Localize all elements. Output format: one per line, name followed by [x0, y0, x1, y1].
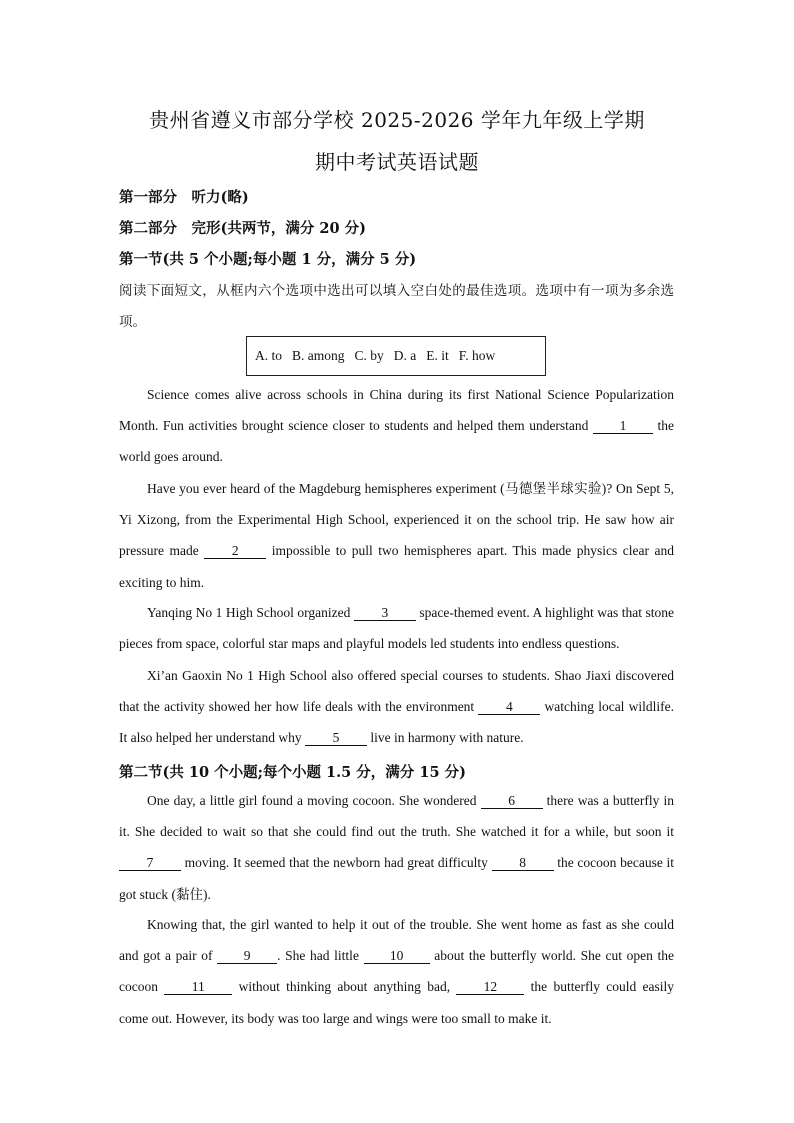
title-line-1: 贵州省遵义市部分学校 2025-2026 学年九年级上学期 [149, 108, 645, 132]
blank-4: 4 [478, 699, 540, 715]
part1-heading: 第一部分 听力(略) [119, 189, 249, 206]
option-f: F. how [458, 348, 496, 363]
blank-10: 10 [364, 948, 430, 964]
blank-6: 6 [481, 793, 543, 809]
option-e: E. it [426, 348, 449, 363]
blank-5: 5 [305, 730, 367, 746]
option-d: D. a [393, 348, 417, 363]
blank-2: 2 [204, 543, 266, 559]
section2-heading: 第二节(共 10 个小题;每个小题 1.5 分，满分 15 分) [119, 764, 466, 781]
s2-paragraph-1: One day, a little girl found a moving cocoon. She wondered 6 there was a butterfly in it. She decided to wait so that she could find out the truth. She watched it for a while, but soon it 7 moving. It seemed that the newborn had great difficulty 8 the cocoon because it got stuck (黏住). [119, 793, 674, 902]
options-box [246, 336, 546, 376]
s2-paragraph-2: Knowing that, the girl wanted to help it out of the trouble. She went home as fast as she could and got a pair of 9 . She had little 10 about the butterfly world. She cut open the cocoon 11 without thinking about anything bad, 12 the butterfly could easily come out. However, its body was too large and wings were too small to make it. [119, 917, 675, 1026]
option-c: C. by [354, 348, 384, 363]
blank-7: 7 [119, 855, 181, 871]
option-b: B. among [292, 348, 345, 363]
title-line-2: 期中考试英语试题 [315, 150, 479, 174]
section1-heading: 第一节(共 5 个小题;每小题 1 分，满分 5 分) [119, 251, 417, 268]
blank-9: 9 [217, 948, 277, 964]
section1-instruction: 阅读下面短文，从框内六个选项中选出可以填入空白处的最佳选项。选项中有一项为多余选项。 [119, 283, 674, 331]
blank-12: 12 [456, 979, 524, 995]
s1-paragraph-2: Have you ever heard of the Magdeburg hemispheres experiment (马德堡半球实验)? On Sept 5, Yi Xizong, from the Experimental High School, experienced it on the school trip. He saw how air pressure made 2 impossible to pull two hemispheres apart. This made physics clear and exciting to him. [119, 481, 675, 590]
blank-3: 3 [354, 605, 416, 621]
part2-heading: 第二部分 完形(共两节，满分 20 分) [119, 220, 366, 237]
s1-paragraph-3: Yanqing No 1 High School organized 3 space-themed event. A highlight was that stone pieces from space, colorful star maps and playful models led students into endless questions. [119, 605, 674, 652]
option-a: A. to [255, 348, 282, 363]
blank-1: 1 [593, 418, 653, 434]
s1-paragraph-1: Science comes alive across schools in China during its first National Science Popularization Month. Fun activities brought science closer to students and helped them understand 1 the world goes around. [119, 387, 674, 465]
s1-paragraph-4: Xi’an Gaoxin No 1 High School also offered special courses to students. Shao Jiaxi discovered that the activity showed her how life deals with the environment 4 watching local wildlife. It also helped her understand why 5 live in harmony with nature. [119, 668, 674, 746]
blank-8: 8 [492, 855, 554, 871]
blank-11: 11 [164, 979, 232, 995]
